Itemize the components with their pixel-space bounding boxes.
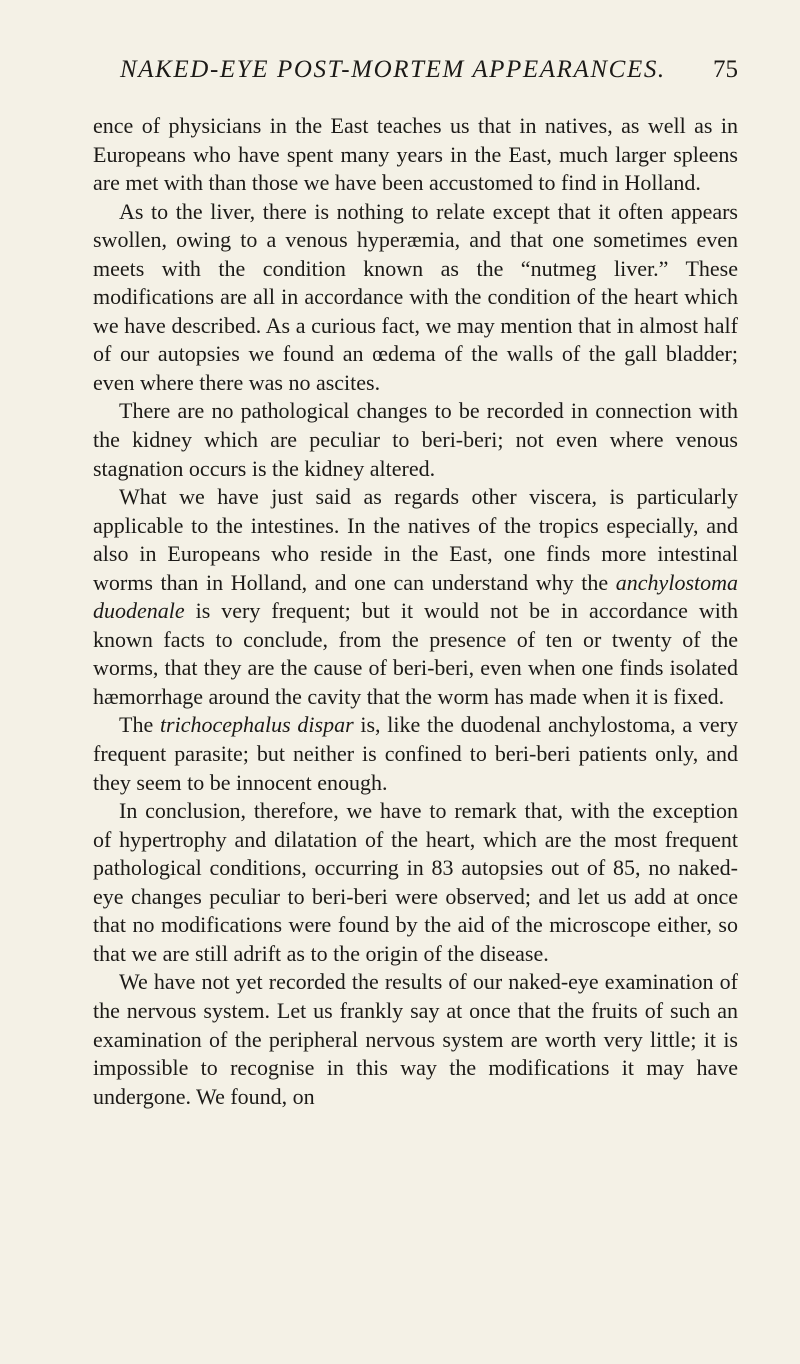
page-number: 75 (713, 56, 738, 83)
paragraph-conclusion (93, 797, 738, 968)
text-segment: is, like the duodenal anchylostoma, a very frequent parasite; but neither is confined to beri-beri patients only, and they seem to be innocent enough. (93, 712, 738, 795)
text-segment: We have not yet recorded the results of our naked-eye examination of the nervous system. Let us frankly say at once that the fruits of such an examination of the peripheral nervous system are worth very little; it is impossible to recognise in this way the modifications it may have undergone. We found, on (93, 969, 738, 1109)
text-segment: There are no pathological changes to be recorded in connection with the kidney which are peculiar to beri-beri; not even where venous stagnation occurs is the kidney altered. (93, 398, 738, 481)
italic-term-anchylostoma: anchylostoma duodenale (93, 569, 738, 624)
paragraph-trichocephalus (93, 711, 738, 797)
text-segment: As to the liver, there is nothing to relate except that it often appears swollen, owing to a venous hyperæmia, and that one sometimes even meets with the condition known as the “nutmeg liver.” These modifications are all in accordance with the condition of the heart which we have described. As a curious fact, we may mention that in almost half of our autopsies we found an œdema of the walls of the gall bladder; even where there was no ascites. (93, 198, 738, 395)
text-segment: ence of physicians in the East teaches us that in natives, as well as in Europeans who have spent many years in the East, much larger spleens are met with than those we have been accustomed to find in Holland. (93, 113, 738, 196)
text-segment: What we have just said as regards other viscera, is particularly applicable to the intestines. In the natives of the tropics especially, and also in Europeans who reside in the East, one finds more intestinal worms than in Holland, and one can understand why the (93, 484, 738, 595)
text-segment: is very frequent; but it would not be in accordance with known facts to conclude, from the presence of ten or twenty of the worms, that they are the cause of beri-beri, even when one finds isolated hæmorrhage around the cavity that the worm has made when it is fixed. (93, 598, 738, 709)
paragraph-spleen-continued (93, 112, 738, 198)
paragraph-intestines (93, 483, 738, 711)
text-segment: The (119, 712, 160, 738)
italic-term-trichocephalus: trichocephalus dispar (159, 712, 354, 738)
paragraph-nervous-system (93, 968, 738, 1111)
running-title: NAKED-EYE POST-MORTEM APPEARANCES. (120, 56, 666, 83)
body-text (93, 112, 738, 1111)
paragraph-liver (93, 198, 738, 398)
text-segment: In conclusion, therefore, we have to remark that, with the exception of hypertrophy and dilatation of the heart, which are the most frequent pathological conditions, occurring in 83 autopsies out of 85, no naked-eye changes peculiar to beri-beri were observed; and let us add at once that no modifications were found by the aid of the microscope either, so that we are still adrift as to the origin of the disease. (93, 798, 738, 966)
paragraph-kidney (93, 397, 738, 483)
running-head (120, 56, 738, 96)
